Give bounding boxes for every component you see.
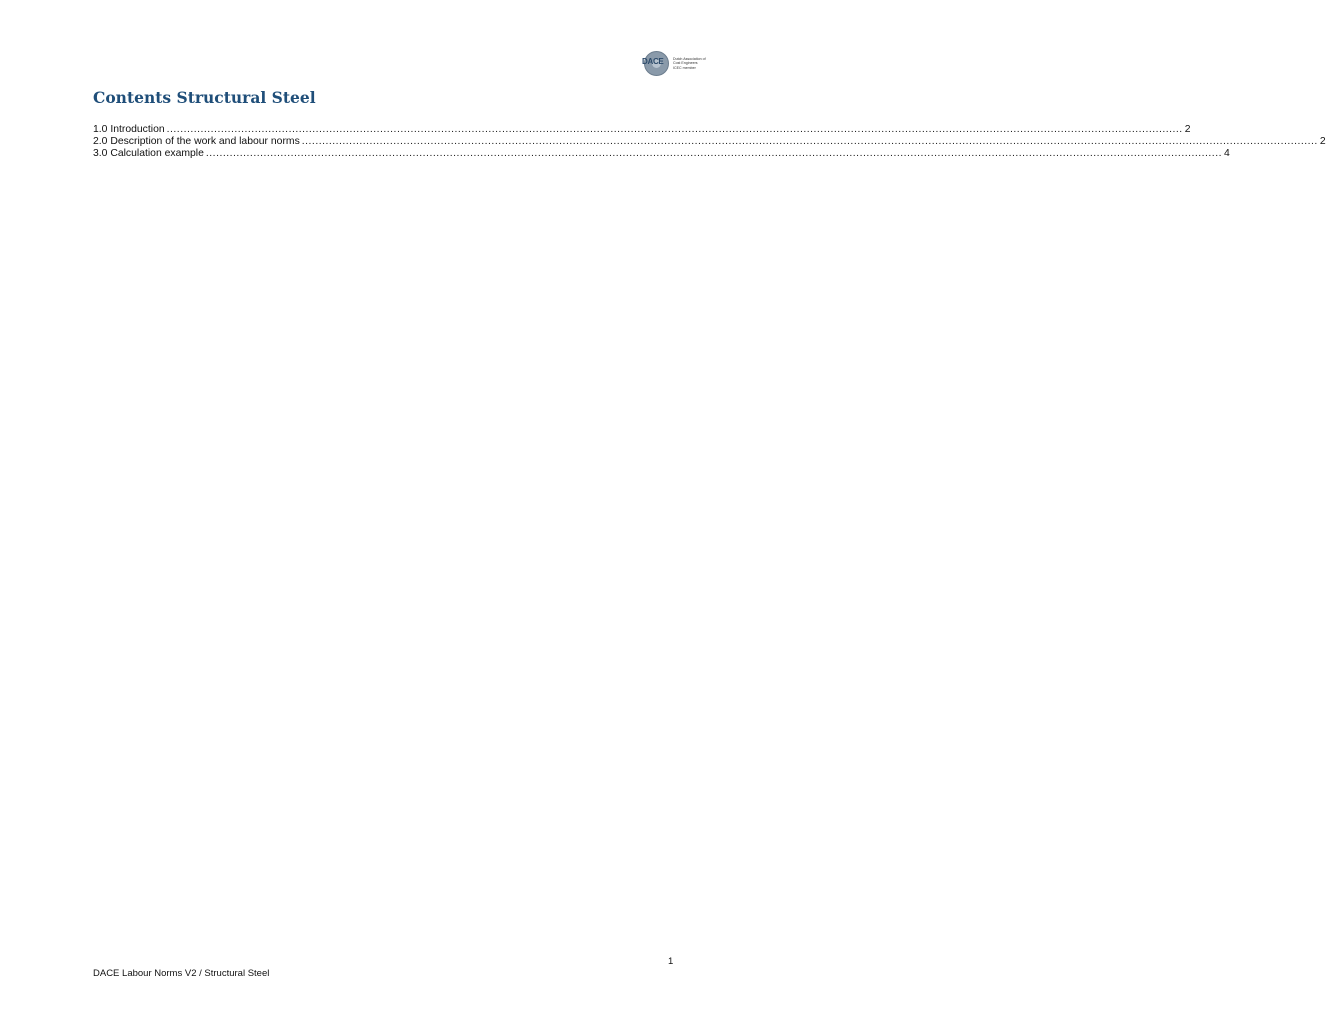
dace-logo — [640, 48, 715, 80]
page-number: 1 — [668, 956, 674, 967]
toc-entry-label: 3.0 Calculation example — [93, 148, 204, 159]
toc-leader-dots: ............................................................................................................................................................................................................................................................................................................ — [205, 148, 1222, 159]
logo-mark: DACE — [642, 57, 664, 66]
table-of-contents — [93, 124, 1326, 160]
footer-text: DACE Labour Norms V2 / Structural Steel — [93, 968, 270, 979]
toc-entry-page: 2 — [1184, 124, 1191, 135]
toc-leader-dots: ............................................................................................................................................................................................................................................................................................................ — [166, 124, 1183, 135]
toc-entry-introduction[interactable] — [93, 124, 1191, 136]
toc-entry-label: 2.0 Description of the work and labour norms — [93, 136, 300, 147]
logo-text: Dutch Association of Cost Engineers ICEC member — [673, 57, 706, 70]
toc-entry-page: 4 — [1223, 148, 1230, 159]
page-title: Contents Structural Steel — [93, 88, 316, 107]
toc-entry-calculation[interactable] — [93, 148, 1230, 160]
toc-leader-dots: ............................................................................................................................................................................................................................................................................................................ — [301, 136, 1318, 147]
toc-entry-page: 2 — [1319, 136, 1326, 147]
toc-entry-label: 1.0 Introduction — [93, 124, 165, 135]
toc-entry-description[interactable] — [93, 136, 1326, 148]
